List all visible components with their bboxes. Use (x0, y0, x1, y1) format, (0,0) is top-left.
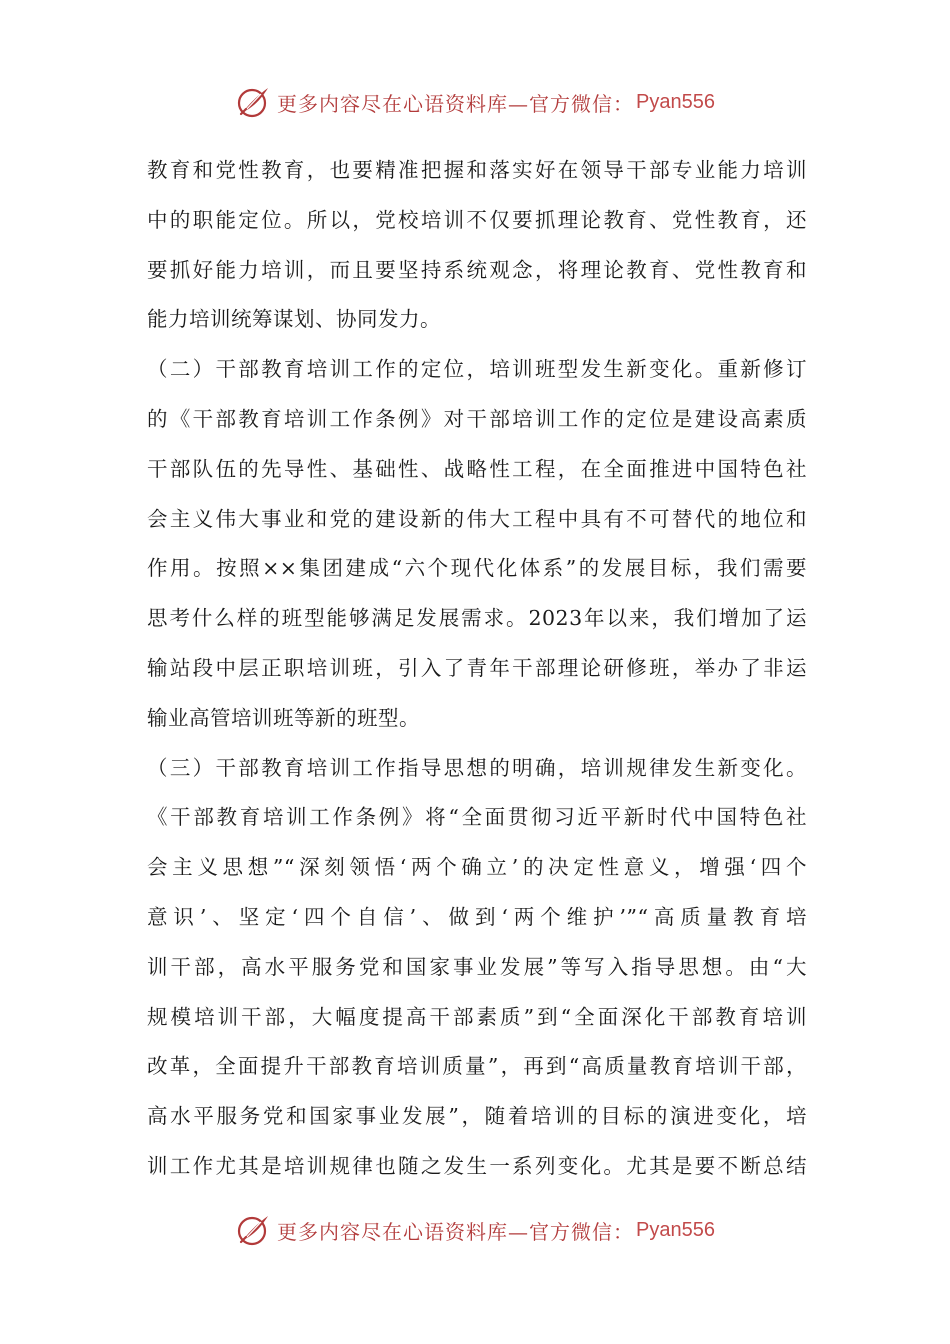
text-line: 中的职能定位。所以，党校培训不仅要抓理论教育、党性教育，还 (147, 207, 807, 232)
text-line: 改革，全面提升干部教育培训质量”，再到“高质量教育培训干部， (147, 1054, 807, 1079)
footer-banner (0, 1208, 950, 1252)
document-body (147, 146, 807, 1192)
text-line: 干部队伍的先导性、基础性、战略性工程，在全面推进中国特色社 (147, 456, 807, 481)
text-line: 输站段中层正职培训班，引入了青年干部理论研修班，举办了非运 (147, 655, 807, 680)
text-line: 《干部教育培训工作条例》将“全面贯彻习近平新时代中国特色社 (147, 805, 807, 830)
text-line: 训干部，高水平服务党和国家事业发展”等写入指导思想。由“大 (147, 954, 807, 979)
banner-text: 更多内容尽在心语资料库—官方微信： (277, 1219, 635, 1244)
text-line: 教育和党性教育，也要精准把握和落实好在领导干部专业能力培训 (147, 158, 807, 182)
text-line: 的《干部教育培训工作条例》对干部培训工作的定位是建设高素质 (147, 406, 807, 431)
quill-logo-icon (235, 84, 271, 120)
text-line: 高水平服务党和国家事业发展”，随着培训的目标的演进变化，培 (147, 1104, 807, 1129)
banner-wechat-id: Pyan556 (636, 90, 715, 113)
text-line: 作用。按照××集团建成“六个现代化体系”的发展目标，我们需要 (147, 556, 807, 581)
banner-text: 更多内容尽在心语资料库—官方微信： (277, 91, 635, 116)
text-line: 会主义伟大事业和党的建设新的伟大工程中具有不可替代的地位和 (147, 506, 807, 531)
text-line: 规模培训干部，大幅度提高干部素质”到“全面深化干部教育培训 (147, 1004, 807, 1029)
text-line: 意识’、坚定‘四个自信’、做到‘两个维护’”“高质量教育培 (147, 904, 807, 929)
quill-logo-icon (235, 1212, 271, 1248)
text-line: 要抓好能力培训，而且要坚持系统观念，将理论教育、党性教育和 (147, 257, 807, 282)
text-line: 能力培训统筹谋划、协同发力。 (147, 307, 441, 332)
banner-wechat-id: Pyan556 (636, 1218, 715, 1241)
text-line: 会主义思想”“深刻领悟‘两个确立’的决定性意义，增强‘四个 (147, 855, 807, 880)
text-line: 训工作尤其是培训规律也随之发生一系列变化。尤其是要不断总结 (147, 1153, 807, 1178)
text-line: 思考什么样的班型能够满足发展需求。2023年以来，我们增加了运 (147, 606, 807, 631)
section-heading-2: （二）干部教育培训工作的定位，培训班型发生新变化。重新修订 (147, 357, 807, 382)
text-line: 输业高管培训班等新的班型。 (147, 705, 420, 730)
header-banner (0, 80, 950, 124)
section-heading-3: （三）干部教育培训工作指导思想的明确，培训规律发生新变化。 (147, 755, 807, 780)
